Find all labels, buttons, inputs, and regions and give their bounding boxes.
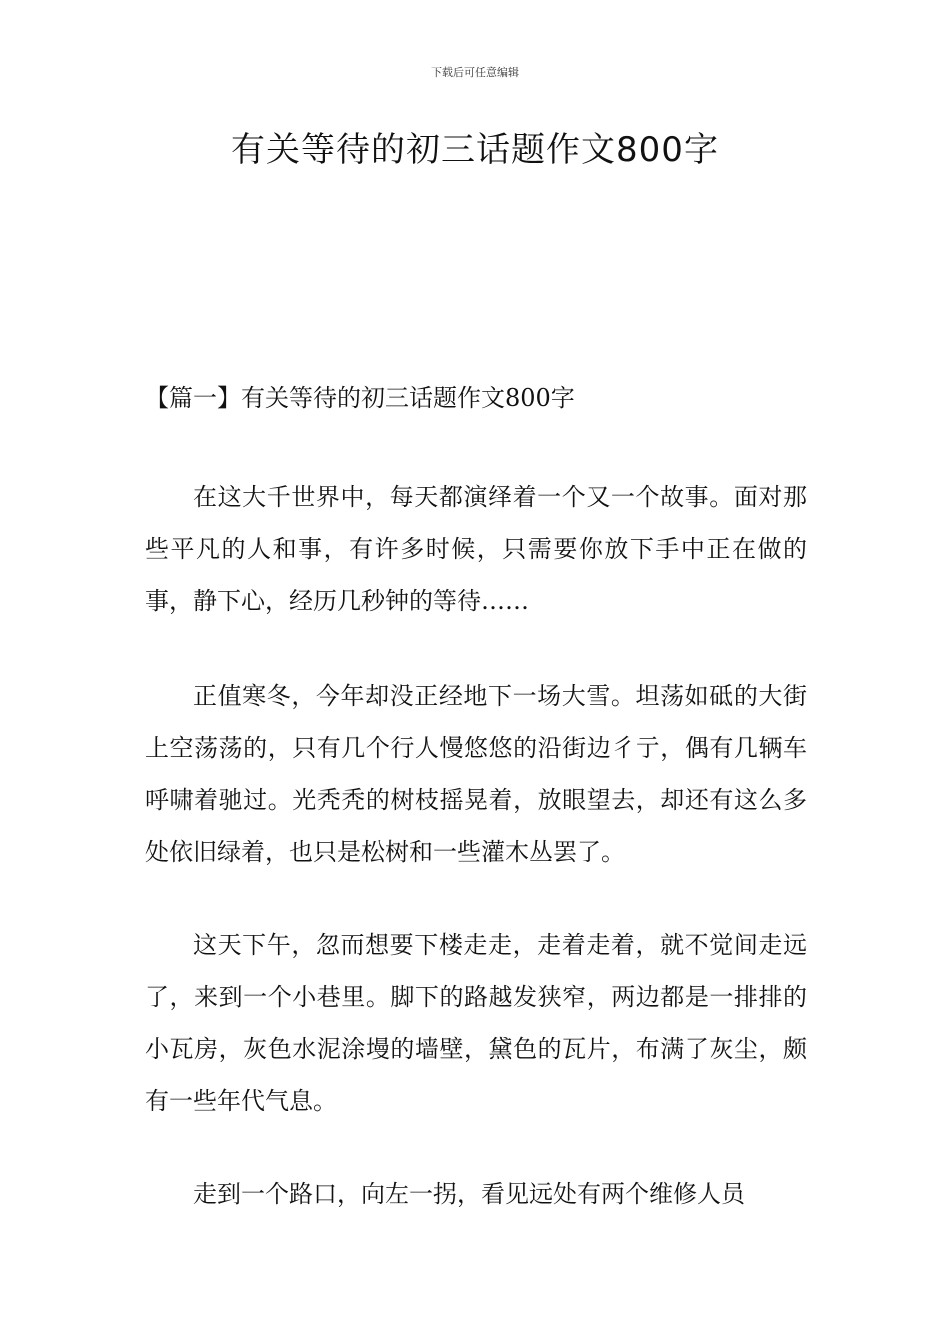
header-note: 下载后可任意编辑 — [431, 66, 519, 79]
document-title: 有关等待的初三话题作文800字 — [231, 130, 719, 170]
body-paragraph: 正值寒冬，今年却没正经地下一场大雪。坦荡如砥的大街上空荡荡的，只有几个行人慢悠悠的沿街边彳亍，偶有几辆车呼啸着驰过。光秃秃的树枝摇晃着，放眼望去，却还有这么多处依旧绿着，也只是松树和一些灌木丛罢了。 — [145, 682, 807, 866]
body-paragraph: 这天下午，忽而想要下楼走走，走着走着，就不觉间走远了，来到一个小巷里。脚下的路越发狭窄，两边都是一排排的小瓦房，灰色水泥涂墁的墙壁，黛色的瓦片，布满了灰尘，颇有一些年代气息。 — [145, 931, 807, 1115]
body-paragraph: 走到一个路口，向左一拐，看见远处有两个维修人员 — [193, 1180, 745, 1208]
body-paragraph: 在这大千世界中，每天都演绎着一个又一个故事。面对那些平凡的人和事，有许多时候，只需要你放下手中正在做的事，静下心，经历几秒钟的等待…… — [145, 483, 807, 615]
section-heading: 【篇一】有关等待的初三话题作文800字 — [145, 384, 575, 412]
